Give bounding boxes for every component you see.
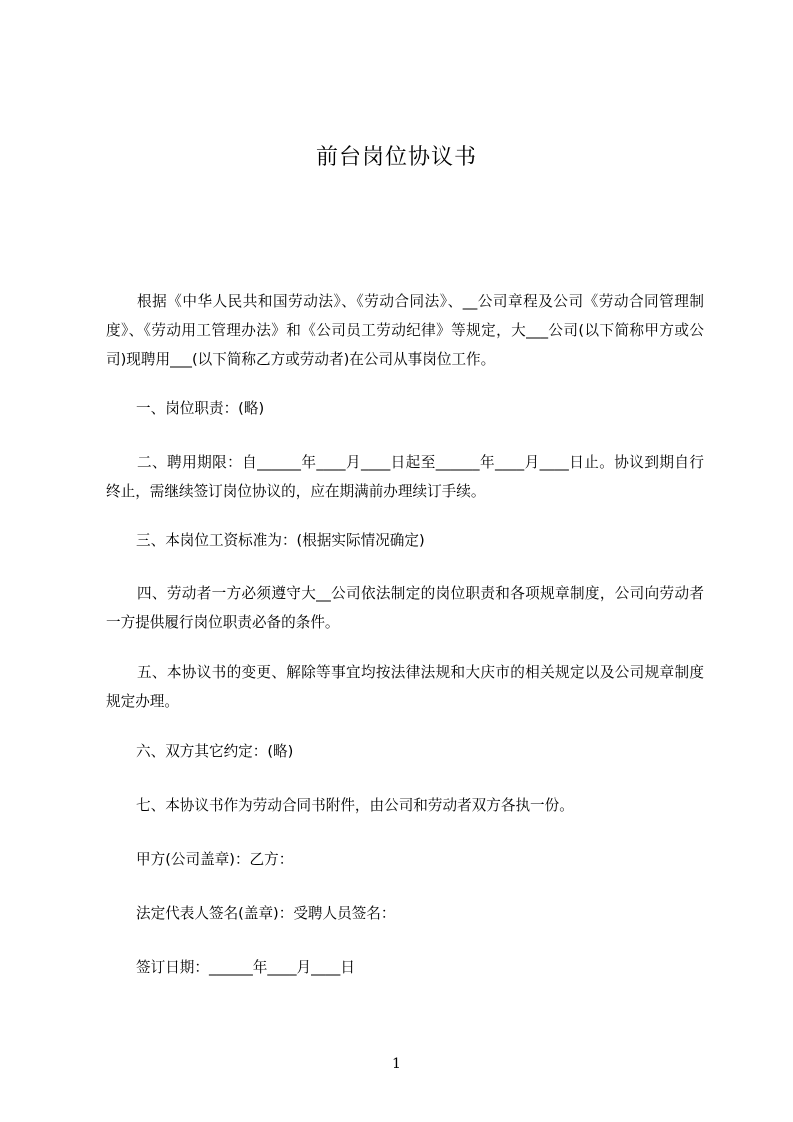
signature-parties: 甲方(公司盖章)：乙方： <box>136 851 294 868</box>
signing-date: 签订日期：______年____月____日 <box>136 959 355 976</box>
document-title: 前台岗位协议书 <box>315 145 477 170</box>
clause-2: 二、聘用期限：自______年____月____日起至______年____月____日止。协议到期自行终止，需继续签订岗位协议的，应在期满前办理续订手续。 <box>106 454 704 500</box>
intro-paragraph: 根据《中华人民共和国劳动法》、《劳动合同法》、__公司章程及公司《劳动合同管理制度》、《劳动用工管理办法》和《公司员工劳动纪律》等规定，大___公司(以下简称甲方或公司)现聘用___(以下简称乙方或劳动者)在公司从事岗位工作。 <box>106 293 704 368</box>
clause-1: 一、岗位职责：(略) <box>136 400 265 417</box>
clause-7: 七、本协议书作为劳动合同书附件，由公司和劳动者双方各执一份。 <box>136 797 574 814</box>
clause-3: 三、本岗位工资标准为：(根据实际情况确定) <box>136 532 425 549</box>
clause-6: 六、双方其它约定：(略) <box>136 743 294 760</box>
clause-4: 四、劳动者一方必须遵守大__公司依法制定的岗位职责和各项规章制度，公司向劳动者一方提供履行岗位职责必备的条件。 <box>106 585 704 631</box>
clause-5: 五、本协议书的变更、解除等事宜均按法律法规和大庆市的相关规定以及公司规章制度规定办理。 <box>106 664 704 710</box>
signature-representative: 法定代表人签名(盖章)：受聘人员签名： <box>136 905 396 922</box>
page-number: 1 <box>392 1056 401 1072</box>
